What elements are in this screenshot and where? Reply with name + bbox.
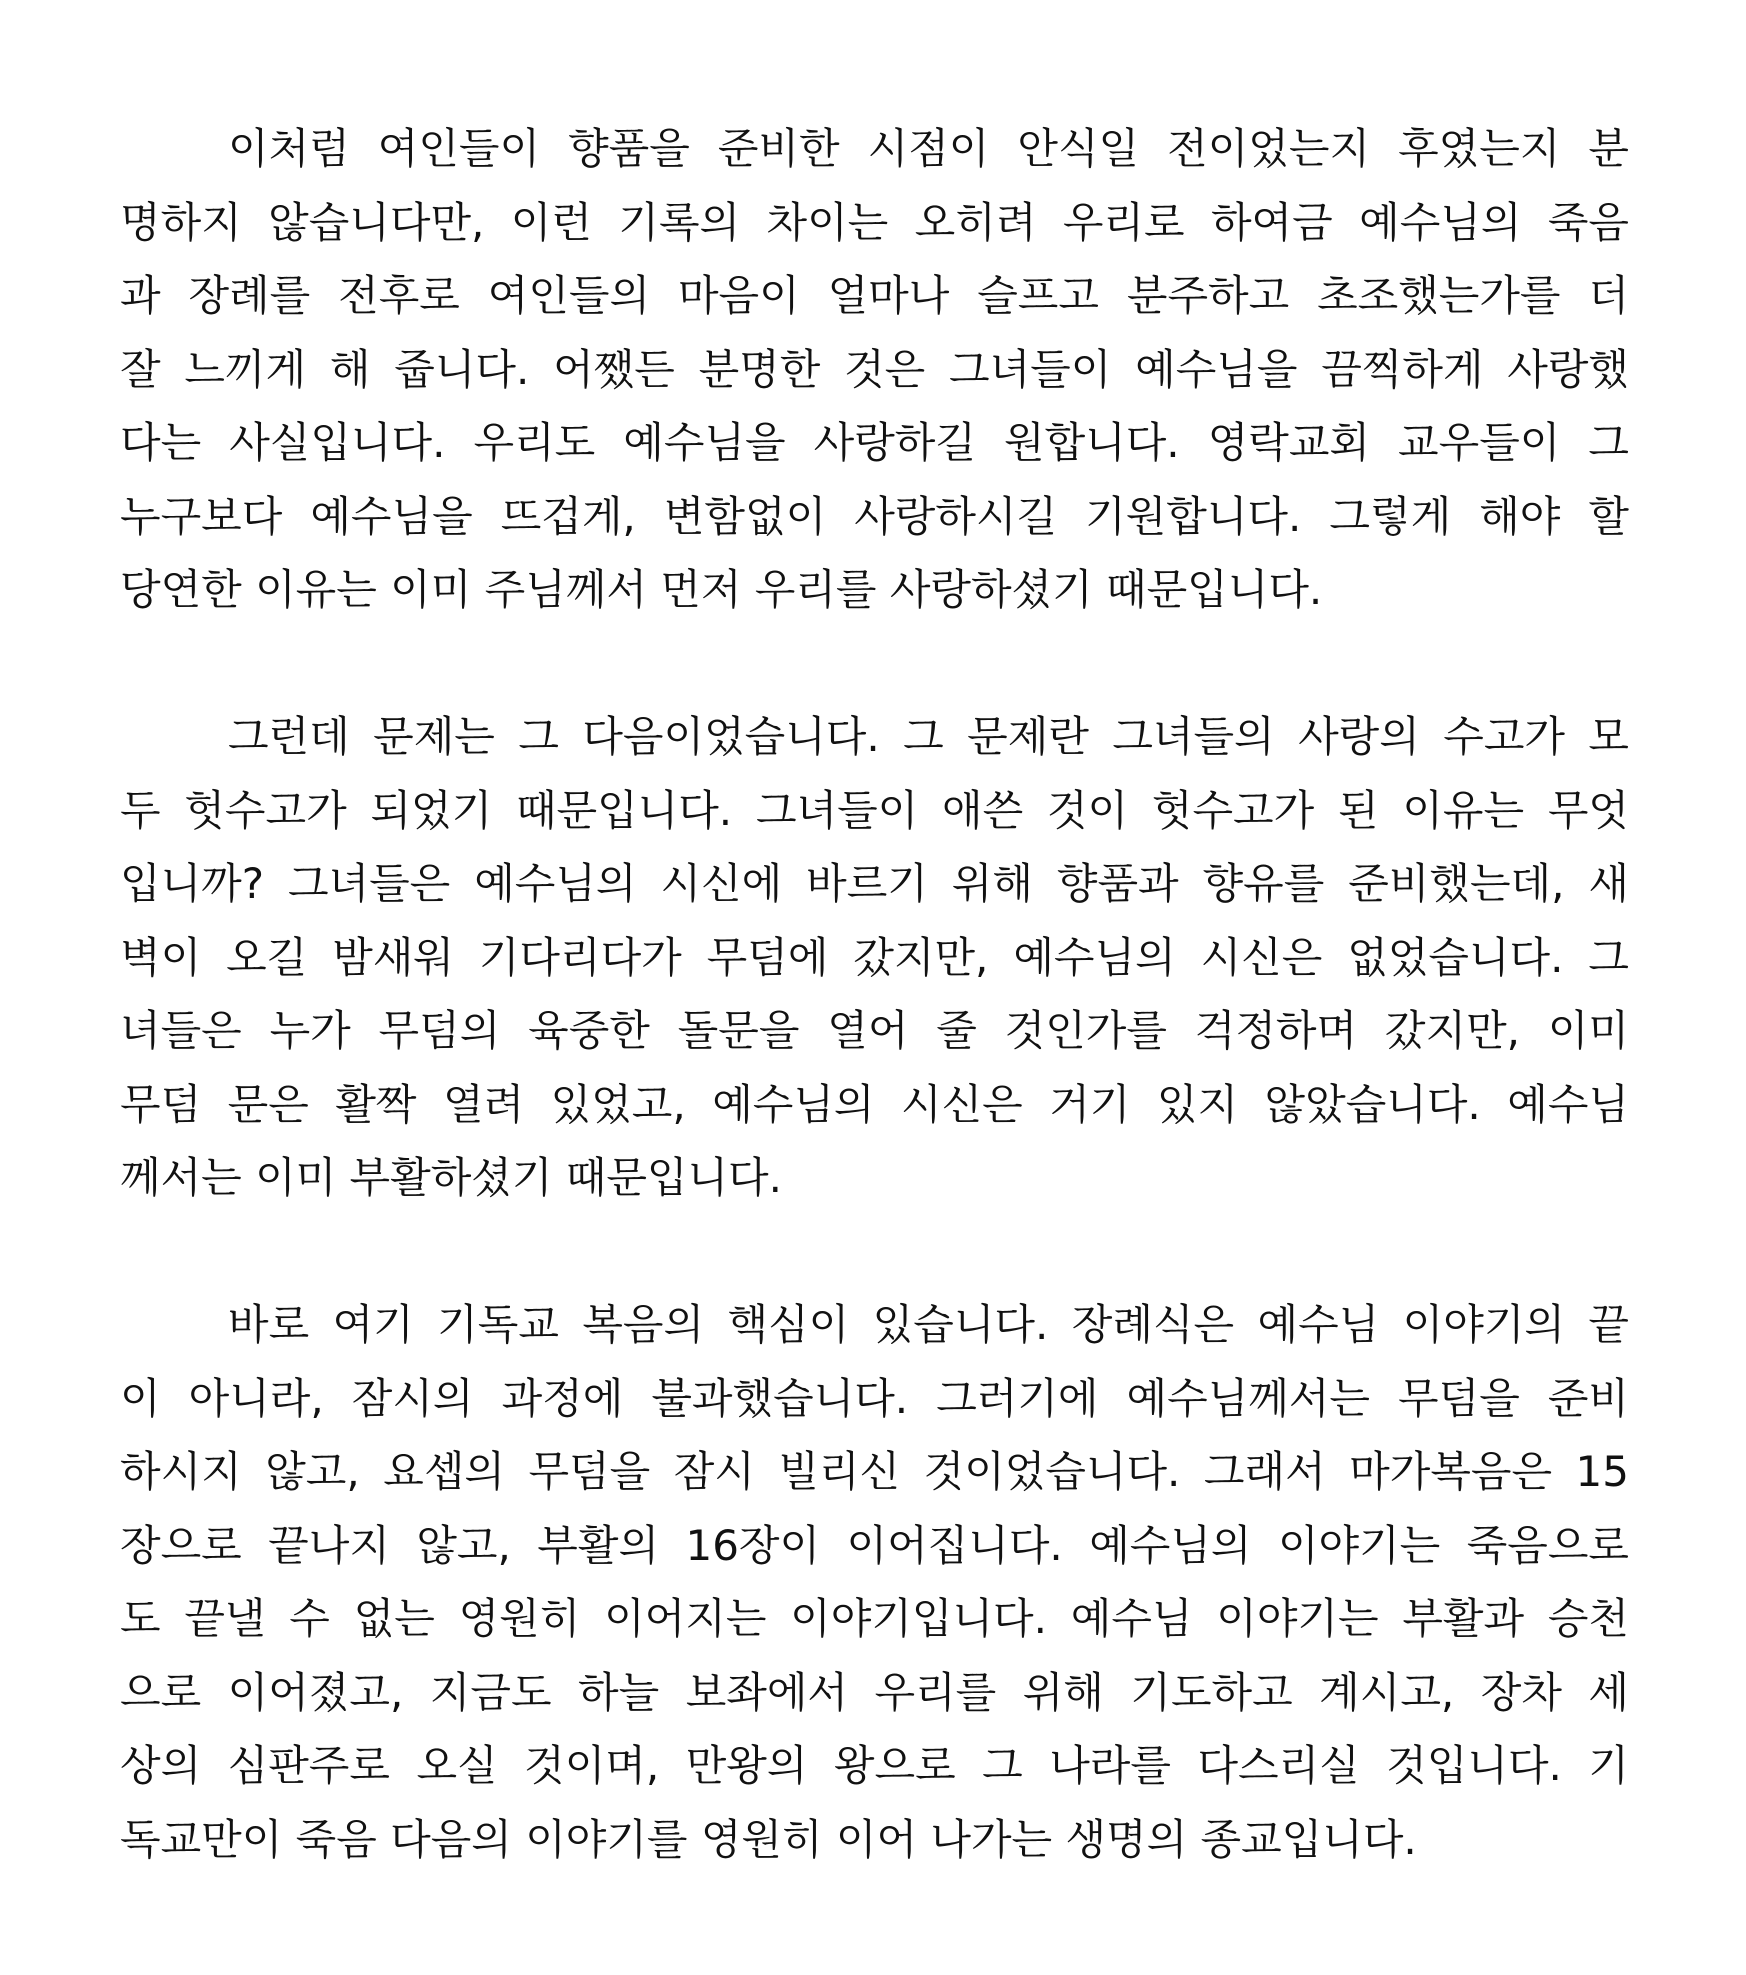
text-line: 누구보다 예수님을 뜨겁게, 변함없이 사랑하시길 기원합니다. 그렇게 해야 할 [120,491,1629,541]
document-page [120,112,1629,1876]
text-line: 께서는 이미 부활하셨기 때문입니다. [120,1153,782,1202]
text-line: 명하지 않습니다만, 이런 기록의 차이는 오히려 우리로 하여금 예수님의 죽음 [120,197,1629,247]
paragraph-1 [120,112,1629,627]
text-line: 상의 심판주로 오실 것이며, 만왕의 왕으로 그 나라를 다스리실 것입니다. 기 [120,1741,1629,1790]
text-line: 이처럼 여인들이 향품을 준비한 시점이 안식일 전이었는지 후였는지 분 [228,124,1629,173]
text-line: 입니까? 그녀들은 예수님의 시신에 바르기 위해 향품과 향유를 준비했는데, 새 [120,859,1629,908]
text-line: 하시지 않고, 요셉의 무덤을 잠시 빌리신 것이었습니다. 그래서 마가복음은 15 [120,1447,1629,1496]
paragraph-2 [120,700,1629,1215]
text-line: 벽이 오길 밤새워 기다리다가 무덤에 갔지만, 예수님의 시신은 없었습니다. 그 [120,932,1629,982]
text-line: 도 끝낼 수 없는 영원히 이어지는 이야기입니다. 예수님 이야기는 부활과 승천 [120,1594,1629,1643]
text-line: 무덤 문은 활짝 열려 있었고, 예수님의 시신은 거기 있지 않았습니다. 예수님 [120,1079,1629,1129]
text-line: 다는 사실입니다. 우리도 예수님을 사랑하길 원합니다. 영락교회 교우들이 그 [120,418,1629,467]
text-line: 이 아니라, 잠시의 과정에 불과했습니다. 그러기에 예수님께서는 무덤을 준비 [120,1373,1629,1423]
text-line: 잘 느끼게 해 줍니다. 어쨌든 분명한 것은 그녀들이 예수님을 끔찍하게 사랑했 [120,344,1629,394]
text-line: 녀들은 누가 무덤의 육중한 돌문을 열어 줄 것인가를 걱정하며 갔지만, 이미 [120,1006,1629,1055]
text-line: 과 장례를 전후로 여인들의 마음이 얼마나 슬프고 분주하고 초조했는가를 더 [120,271,1629,320]
text-line: 그런데 문제는 그 다음이었습니다. 그 문제란 그녀들의 사랑의 수고가 모 [228,712,1629,761]
paragraph-3 [120,1288,1629,1876]
text-line: 바로 여기 기독교 복음의 핵심이 있습니다. 장례식은 예수님 이야기의 끝 [228,1300,1629,1349]
text-line: 으로 이어졌고, 지금도 하늘 보좌에서 우리를 위해 기도하고 계시고, 장차 세 [120,1667,1629,1717]
text-line: 독교만이 죽음 다음의 이야기를 영원히 이어 나가는 생명의 종교입니다. [120,1814,1417,1864]
text-line: 당연한 이유는 이미 주님께서 먼저 우리를 사랑하셨기 때문입니다. [120,565,1323,614]
text-line: 두 헛수고가 되었기 때문입니다. 그녀들이 애쓴 것이 헛수고가 된 이유는 무엇 [120,785,1629,835]
text-line: 장으로 끝나지 않고, 부활의 16장이 이어집니다. 예수님의 이야기는 죽음으로 [120,1520,1629,1570]
